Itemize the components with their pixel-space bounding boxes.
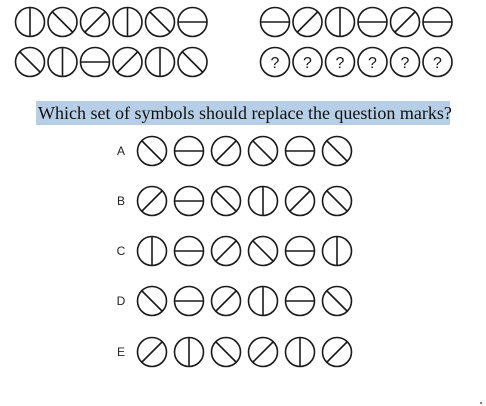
option-a-5-horizontal-icon: [286, 137, 315, 166]
grid_right-row1-4-horizontal-icon: [358, 8, 387, 37]
grid_right-row2-5-question-icon: [391, 48, 420, 77]
grid_left-row2-2-vertical-icon: [48, 48, 77, 77]
grid_left-row2-4-diagonal-up-icon: [113, 48, 142, 77]
option-e-3-diagonal-down-icon: [212, 338, 241, 367]
symbol-grid-right: [245, 0, 485, 80]
grid_left-row1-3-diagonal-up-icon: [81, 8, 110, 37]
option-d-1-diagonal-down-icon: [138, 287, 167, 316]
option-d-3-diagonal-up-icon: [212, 287, 241, 316]
option-a-6-diagonal-down-icon: [323, 137, 352, 166]
grid_left-row2-6-diagonal-down-icon: [178, 48, 207, 77]
option-e-1-diagonal-up-icon: [138, 338, 167, 367]
option-d-4-vertical-icon: [249, 287, 278, 316]
option-e-symbols[interactable]: [135, 334, 375, 370]
grid_left-row1-2-diagonal-down-icon: [48, 8, 77, 37]
option-e-6-diagonal-up-icon: [323, 338, 352, 367]
option-d-symbols[interactable]: [135, 283, 375, 319]
option-c-6-vertical-icon: [323, 237, 352, 266]
option-a-4-diagonal-down-icon: [249, 137, 278, 166]
svg-text:?: ?: [400, 55, 410, 72]
option-b-4-vertical-icon: [249, 187, 278, 216]
grid_left-row1-1-vertical-icon: [16, 8, 45, 37]
option-b-3-diagonal-down-icon: [212, 187, 241, 216]
option-d-2-horizontal-icon: [175, 287, 204, 316]
grid_right-row2-1-question-icon: [261, 48, 290, 77]
option-c-3-diagonal-up-icon: [212, 237, 241, 266]
option-a-2-horizontal-icon: [175, 137, 204, 166]
option-b-2-horizontal-icon: [175, 187, 204, 216]
grid_left-row2-5-vertical-icon: [146, 48, 175, 77]
option-c-2-horizontal-icon: [175, 237, 204, 266]
option-d-label: D: [116, 294, 126, 308]
option-a-1-diagonal-down-icon: [138, 137, 167, 166]
option-a-symbols[interactable]: [135, 133, 375, 169]
option-b-1-diagonal-up-icon: [138, 187, 167, 216]
option-e-2-vertical-icon: [175, 338, 204, 367]
grid_left-row2-3-horizontal-icon: [81, 48, 110, 77]
option-d-6-diagonal-down-icon: [323, 287, 352, 316]
grid_right-row2-2-question-icon: [293, 48, 322, 77]
grid_right-row1-1-horizontal-icon: [261, 8, 290, 37]
grid_left-row1-6-horizontal-icon: [178, 8, 207, 37]
grid_right-row2-6-question-icon: [423, 48, 452, 77]
grid_right-row1-2-diagonal-up-icon: [293, 8, 322, 37]
option-c-symbols[interactable]: [135, 233, 375, 269]
option-c-4-diagonal-down-icon: [249, 237, 278, 266]
grid_right-row2-3-question-icon: [326, 48, 355, 77]
svg-text:?: ?: [303, 55, 312, 72]
svg-text:?: ?: [433, 55, 442, 72]
grid_left-row1-4-vertical-icon: [113, 8, 142, 37]
option-c-1-vertical-icon: [138, 237, 167, 266]
svg-text:?: ?: [368, 55, 377, 72]
option-b-label: B: [116, 194, 125, 208]
option-a-label: A: [116, 144, 125, 158]
grid_left-row1-5-diagonal-down-icon: [146, 8, 175, 37]
option-d-5-horizontal-icon: [286, 287, 315, 316]
grid_left-row2-1-diagonal-down-icon: [16, 48, 45, 77]
marker-dot: [480, 402, 482, 404]
grid_right-row2-4-question-icon: [358, 48, 387, 77]
option-a-3-diagonal-up-icon: [212, 137, 241, 166]
option-c-label: C: [116, 244, 126, 258]
option-e-label: E: [116, 345, 125, 359]
option-e-5-vertical-icon: [286, 338, 315, 367]
option-c-5-horizontal-icon: [286, 237, 315, 266]
grid_right-row1-5-diagonal-up-icon: [391, 8, 420, 37]
question-text: Which set of symbols should replace the question marks?: [38, 103, 452, 123]
svg-text:?: ?: [270, 55, 280, 72]
option-b-5-diagonal-up-icon: [286, 187, 315, 216]
option-e-4-diagonal-up-icon: [249, 338, 278, 367]
option-b-6-diagonal-down-icon: [323, 187, 352, 216]
symbol-grid-left: [0, 0, 240, 80]
grid_right-row1-3-vertical-icon: [326, 8, 355, 37]
option-b-symbols[interactable]: [135, 183, 375, 219]
grid_right-row1-6-horizontal-icon: [423, 8, 452, 37]
svg-text:?: ?: [335, 55, 345, 72]
